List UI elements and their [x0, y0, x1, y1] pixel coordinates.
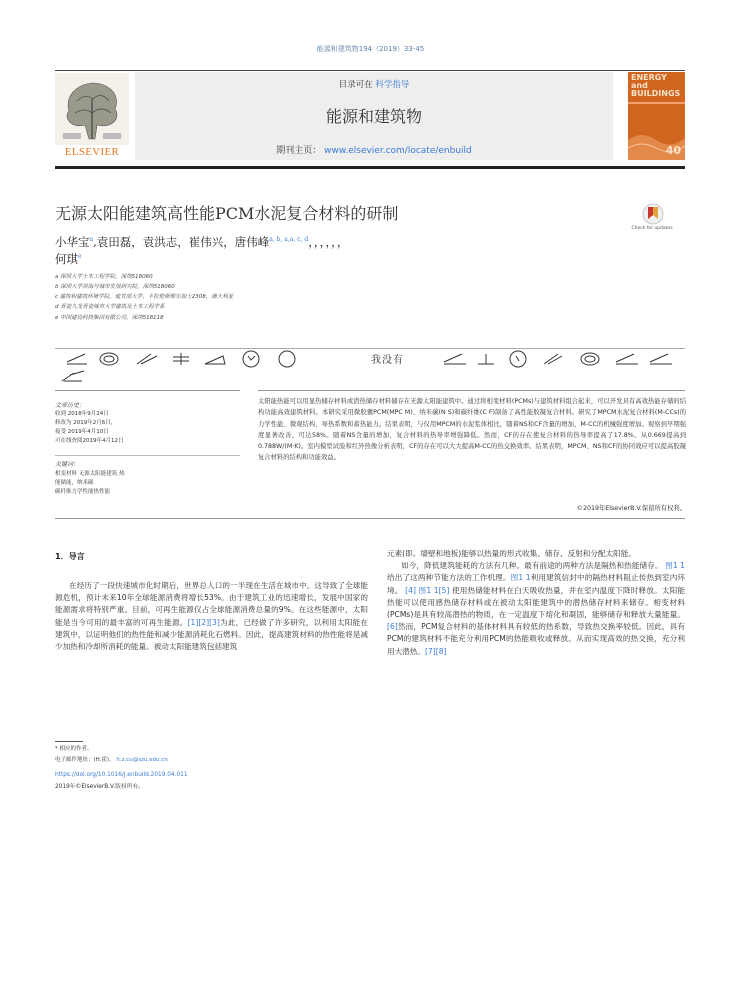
- publisher-wordmark: ELSEVIER: [64, 146, 120, 158]
- sciencedirect-link[interactable]: 科学指导: [375, 80, 410, 90]
- author-separators: ，，，，，，: [308, 235, 349, 249]
- body-right-column: [387, 548, 685, 658]
- section-rule: [55, 348, 685, 349]
- body-paragraph: 元素(即。墙壁和地板)能够以热量的形式收集、储存、反射和分配太阳能。: [387, 549, 636, 558]
- cover-title: ENERGY and BUILDINGS: [631, 73, 681, 98]
- author-affil-sups[interactable]: a, b, a,a, c, d: [269, 236, 309, 244]
- body-paragraph: 使用热储能材料在白天吸收热量，并在室内温度下降时释放。太阳能热能可以使用感热储存材料或在被动太阳能建筑中的潜热储存材料来储存。相变材料(PCMs)是具有较高潜热的物质，在一定温度下熔化和凝固，能够储存和释放大量能量。: [387, 585, 686, 620]
- journal-cover[interactable]: [628, 72, 685, 160]
- cover-stripe: [628, 102, 685, 104]
- affiliation: d 青瓷九龙青瓷城市大学建筑及土木工程学系: [55, 304, 165, 310]
- sidebar-rule: [55, 455, 240, 456]
- body-paragraph: 在经历了一段快速城市化时期后，世界总人口的一半现在生活在城市中。这导致了全球能源危机，预计未来10年全球能源消费将增长53%。由于建筑工业的迅速增长，发展中国家的能源需求将特别严重。目前，可再生能源仅占全球能源消费总量的9%。在这些能源中，太阳能是当今可用的最丰富的可再生能源。: [55, 581, 368, 627]
- citation-link[interactable]: [6]: [387, 622, 398, 632]
- doi-link[interactable]: https://doi.org/10.1016/j.enbuild.2019.04.011: [55, 772, 188, 778]
- article-history-heading: 文章历史：: [55, 402, 86, 409]
- keyword-line: 相变材料 无源太阳能建筑 热: [55, 471, 125, 477]
- history-received: 收到 2018年9月24日: [55, 411, 109, 417]
- body-paragraph: 给出了这两种节能方法的工作机理。: [387, 573, 511, 583]
- email-label: 电子邮件地址：(H.霍)。: [55, 757, 115, 763]
- homepage-label: 期刊主页：: [276, 146, 322, 156]
- abstract-rule: [258, 390, 685, 391]
- article-info-glyph: [60, 369, 90, 385]
- contents-prefix: 目录可在: [338, 80, 373, 90]
- history-revised: 修改为 2019年2月6日，: [55, 420, 117, 426]
- author-affil-sup[interactable]: a: [89, 236, 94, 244]
- article-info-glyph-strip: [65, 348, 385, 370]
- figure-link[interactable]: 图1 1: [510, 573, 531, 583]
- figure-link[interactable]: 图1 1: [665, 561, 685, 571]
- sidebar-rule: [55, 390, 240, 391]
- author-affil-sup[interactable]: e: [78, 253, 82, 261]
- body-paragraph: 为此，已经做了许多研究，以利用太阳能在建筑中，以证明他们的热性能和减少能源消耗化石燃料。因此，提高建筑材料的热性能将是减少加热和冷却所消耗的能量。被动太阳能建筑包括建筑: [55, 617, 368, 652]
- affiliation: b 深圳大学滨海与城市发展研究院，深圳518060: [55, 284, 175, 290]
- article-info-heading: 我没有: [371, 355, 404, 366]
- header-rule: [55, 70, 685, 71]
- crossmark-label: Check for updates: [631, 226, 673, 231]
- email-footnote: [55, 755, 168, 763]
- homepage-line: [135, 143, 613, 156]
- doi-copyright: 2019年©ElsevierB.V.版权所有。: [55, 784, 145, 790]
- corresponding-author-note: * 相应的作者。: [55, 746, 93, 752]
- abstract-bottom-rule: [55, 518, 685, 519]
- citation-link[interactable]: [1][2][3]: [187, 617, 220, 627]
- author-list: [55, 234, 348, 250]
- history-online: 可在线查阅2019年4月12日: [55, 438, 124, 444]
- affiliation: a 深圳大学土木工程学院，深圳518060: [55, 274, 153, 280]
- email-link[interactable]: h.z.cu@szu.edu.cn: [116, 757, 168, 763]
- author-list-line2: [55, 251, 82, 267]
- affiliation: c 建筑和建筑环境学院，迪肯部大学，卡拉伦斯维尔加士2308，澳大利亚: [55, 294, 234, 300]
- author-names[interactable]: ,袁田磊，袁洪志，崔伟兴，唐伟峰: [93, 235, 270, 249]
- citation-link[interactable]: [7][8]: [424, 646, 447, 656]
- citation-link[interactable]: [4]: [405, 585, 416, 595]
- keyword-line: 能储能，纳米碳: [55, 480, 94, 486]
- abstract-text: 太阳能热能可以用显热储存材料或潜热储存材料储存在无源太阳能建筑中。通过将相变材料(PCMs)与建筑材料组合起来，可以开发具有高效热能存储的结构功能高效建筑材料。本研究采用微胶囊PCM(MPC M)、纳米碳(N S)和碳纤维(C F)制备了高性能胶凝复合材料。研究了MPCM水泥复合材料(M-CCs)的力学性能、微观结构、导热系数和蓄热能力。结果表明，与仅用MPCM的水泥浆体相比，随着NS和CF含量的增加，M-CC的机械强度增加。观察到早期强度显著改善，可达58%。随着NS含量的增加，复合材料的热导率增强降低。然而，CF的存在使复合材料的热导率提高了17.8%。从0.669提高到0.788W/(M·K)。室内模型试验和红外热像分析表明，CF的存在可以大大提高M-CC的热交换效率。结果表明，MPCM、NS和CF的协同效应可以提高胶凝复合材料的结构和功能效益。: [258, 398, 686, 462]
- body-paragraph: 利用建筑信封中的隔热材料阻止传热到室内环境。: [387, 573, 686, 595]
- abstract-copyright: ©2019年ElsevierB.V.保留所有权利。: [576, 505, 686, 512]
- abstract-glyph-strip: [440, 348, 680, 370]
- cover-anniversary-badge: 40: [665, 144, 681, 157]
- history-accepted: 接受 2019年4月10日: [55, 429, 109, 435]
- homepage-link[interactable]: www.elsevier.com/locate/enbuild: [324, 146, 472, 156]
- author-name[interactable]: 小华宝: [55, 235, 90, 249]
- article-title: 无源太阳能建筑高性能PCM水泥复合材料的研制: [55, 204, 399, 223]
- body-left-column: [55, 580, 368, 653]
- header-bottom-rule: [55, 166, 685, 169]
- figure-link[interactable]: 图1 1[5]: [418, 585, 450, 595]
- keyword-line: 碳纤维力学性能热性能: [55, 489, 111, 495]
- author-name[interactable]: 何琪: [55, 252, 78, 266]
- journal-citation: 能源和建筑物194（2019）33-45: [316, 45, 425, 53]
- contents-line: [135, 78, 613, 90]
- body-paragraph: 如今，降低建筑能耗的方法有几种。最有前途的两种方法是隔热和热能储存。: [401, 561, 663, 571]
- keywords-heading: 关键词：: [55, 461, 80, 468]
- section-heading: 1．导言: [55, 552, 85, 561]
- crossmark-icon[interactable]: [635, 203, 671, 237]
- footnote-rule: [55, 741, 83, 742]
- body-paragraph: 然而，PCM复合材料的基体材料具有较低的热系数，导致热交换率较低。因此，具有PCM的建筑材料不能充分利用PCM的热能吸收或释放。从而实现高效的热交换，充分利用大潜热。: [387, 622, 685, 656]
- journal-name: 能源和建筑物: [325, 107, 422, 126]
- affiliation: e 中国建设科技集团有限公司，深圳518118: [55, 315, 164, 321]
